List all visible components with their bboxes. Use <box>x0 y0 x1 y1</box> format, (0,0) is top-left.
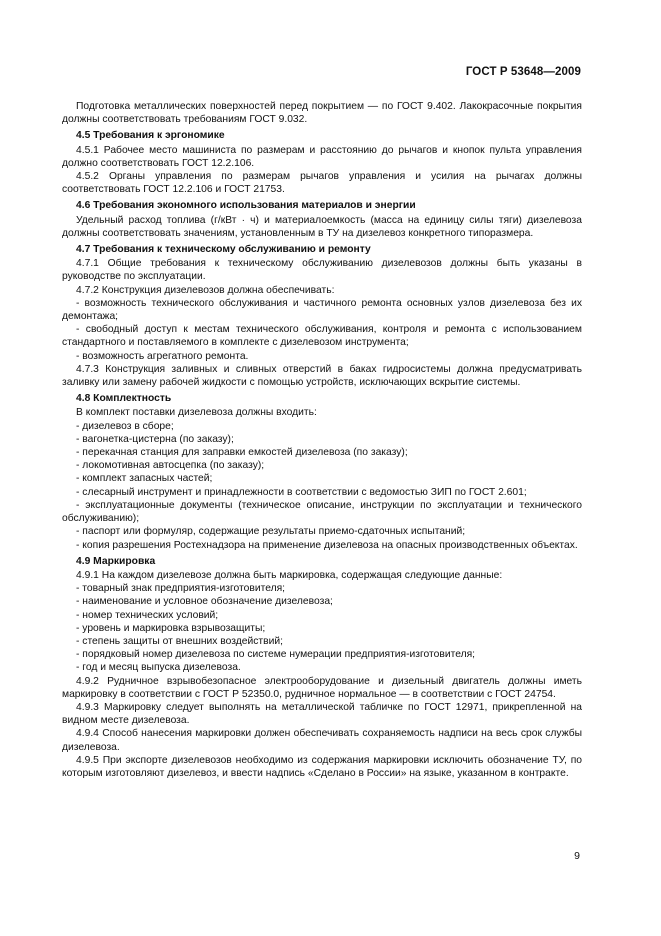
list-item: - свободный доступ к местам технического обслуживания, контроля и ремонта с использованием стандартного и поставляемого в комплекте с дизелевозом инструмента; <box>62 324 582 349</box>
heading-4-9: 4.9 Маркировка <box>76 555 156 567</box>
list-item: - дизелевоз в сборе; <box>76 420 174 432</box>
paragraph-4-9-5: 4.9.5 При экспорте дизелевозов необходимо из содержания маркировки исключить обозначение ТУ, по которым изготовляют дизелевоз, и ввести надпись «Сделано в России» на языке, указанном в контракте. <box>62 754 582 779</box>
paragraph-4-9-4: 4.9.4 Способ нанесения маркировки должен обеспечивать сохраняемость надписи на весь срок службы дизелевоза. <box>62 728 582 753</box>
list-item: - эксплуатационные документы (техническое описание, инструкции по эксплуатации и технического обслуживанию); <box>62 499 582 525</box>
list-item: - возможность технического обслуживания и частичного ремонта основных узлов дизелевоза без их демонтажа; <box>62 297 582 323</box>
heading-4-7: 4.7 Требования к техническому обслуживанию и ремонту <box>76 244 371 256</box>
paragraph-4-7-1: 4.7.1 Общие требования к техническому обслуживанию дизелевозов должны быть указаны в руководстве по эксплуатации. <box>62 258 582 283</box>
heading-4-5: 4.5 Требования к эргономике <box>76 130 225 142</box>
heading-4-6: 4.6 Требования экономного использования материалов и энергии <box>76 200 416 212</box>
list-item: - товарный знак предприятия-изготовителя; <box>76 583 286 595</box>
document-body <box>62 100 582 780</box>
paragraph-4-9-2: 4.9.2 Рудничное взрывобезопасное электрооборудование и дизельный двигатель должны иметь маркировку в соответствии с ГОСТ Р 52350.0, рудничное нормальное — в соответствии с ГОСТ 24754. <box>62 675 582 700</box>
paragraph-intro: Подготовка металлических поверхностей перед покрытием — по ГОСТ 9.402. Лакокрасочные покрытия должны соответствовать требованиям ГОСТ 9.032. <box>62 101 582 126</box>
paragraph-4-7-3: 4.7.3 Конструкция заливных и сливных отверстий в баках гидросистемы должна предусматривать заливку или замену рабочей жидкости с помощью устройств, исключающих вскрытие системы. <box>62 363 582 389</box>
paragraph-4-8: В комплект поставки дизелевоза должны входить: <box>76 407 317 419</box>
list-item: - наименование и условное обозначение дизелевоза; <box>76 596 333 608</box>
list-item: - возможность агрегатного ремонта. <box>76 350 249 362</box>
list-item: - копия разрешения Ростехнадзора на применение дизелевоза на опасных производственных объектах. <box>76 539 578 551</box>
list-item: - вагонетка-цистерна (по заказу); <box>76 433 234 445</box>
list-item: - паспорт или формуляр, содержащие результаты приемо-сдаточных испытаний; <box>76 526 466 538</box>
list-item: - уровень и маркировка взрывозащиты; <box>76 622 266 634</box>
standard-code: ГОСТ Р 53648—2009 <box>465 66 581 78</box>
list-item: - перекачная станция для заправки емкостей дизелевоза (по заказу); <box>76 447 408 459</box>
paragraph-4-7-2: 4.7.2 Конструкция дизелевозов должна обеспечивать: <box>76 284 335 296</box>
list-item: - слесарный инструмент и принадлежности в соответствии с ведомостью ЗИП по ГОСТ 2.601; <box>76 486 527 498</box>
paragraph-4-9-3: 4.9.3 Маркировку следует выполнять на металлической табличке по ГОСТ 12971, прикрепленной на видном месте дизелевоза. <box>62 701 582 727</box>
paragraph-4-5-2: 4.5.2 Органы управления по размерам рычагов управления и усилия на рычагах должны соответствовать ГОСТ 12.2.106 и ГОСТ 21753. <box>62 171 582 196</box>
paragraph-4-6: Удельный расход топлива (г/кВт · ч) и материалоемкость (масса на единицу силы тяги) дизелевоза должны соответствовать значениям, установленным в ТУ на дизелевоз конкретного типоразмера. <box>62 214 582 239</box>
heading-4-8: 4.8 Комплектность <box>76 393 172 405</box>
list-item: - локомотивная автосцепка (по заказу); <box>76 460 265 472</box>
list-item: - степень защиты от внешних воздействий; <box>76 635 283 647</box>
paragraph-4-9-1: 4.9.1 На каждом дизелевозе должна быть маркировка, содержащая следующие данные: <box>76 569 503 581</box>
list-item: - комплект запасных частей; <box>76 473 213 485</box>
page-number: 9 <box>574 850 580 862</box>
list-item: - порядковый номер дизелевоза по системе нумерации предприятия-изготовителя; <box>76 649 476 661</box>
list-item: - номер технических условий; <box>76 609 219 621</box>
paragraph-4-5-1: 4.5.1 Рабочее место машиниста по размерам и расстоянию до рычагов и кнопок пульта управления должно соответствовать ГОСТ 12.2.106. <box>62 144 582 169</box>
list-item: - год и месяц выпуска дизелевоза. <box>76 662 241 674</box>
